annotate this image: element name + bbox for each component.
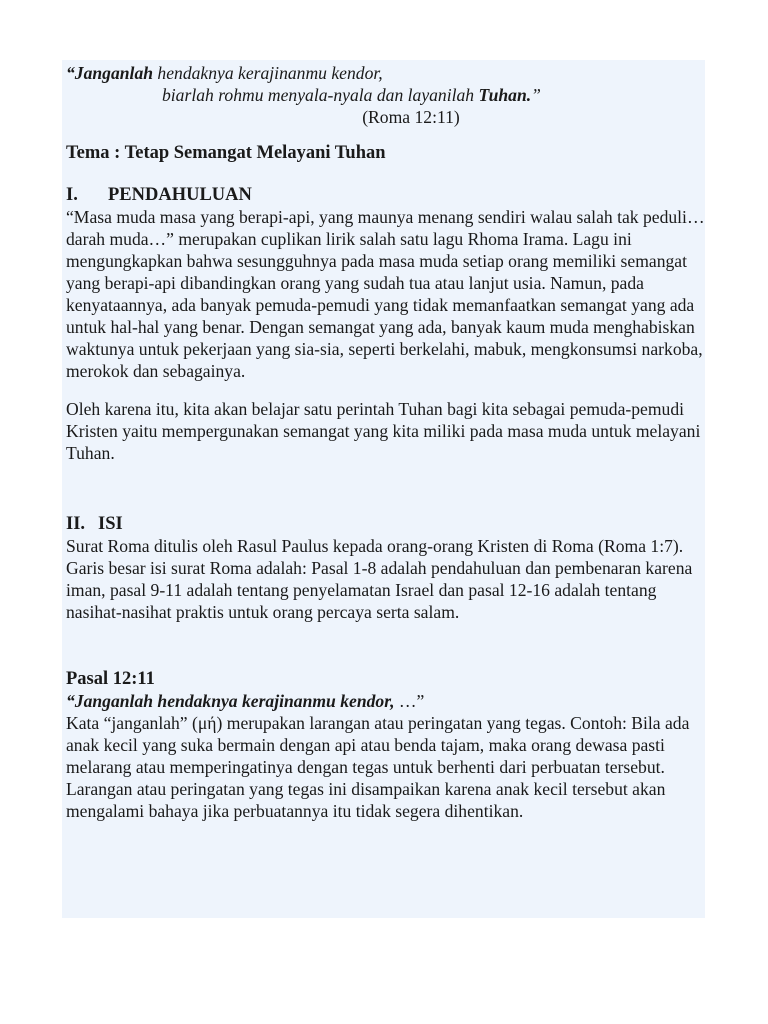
- section-1-paragraph-1: “Masa muda masa yang berapi-api, yang maunya menang sendiri walau salah tak peduli… darah muda…” merupakan cuplikan lirik salah satu lagu Rhoma Irama. Lagu ini mengungkapkan bahwa sesungguhnya pada masa muda setiap orang memiliki semangat yang berapi-api dibandingkan orang yang sudah tua atau lanjut usia. Namun, pada kenyataannya, ada banyak pemuda-pemudi yang tidak memanfaatkan semangat yang ada untuk hal-hal yang benar. Dengan semangat yang ada, banyak kaum muda menghabiskan waktunya untuk pekerjaan yang sia-sia, seperti berkelahi, mabuk, mengkonsumsi narkoba, merokok dan sebagainya.: [66, 207, 705, 381]
- pasal-quote-text: “Janganlah hendaknya kerajinanmu kendor,: [66, 691, 395, 711]
- spacer: [66, 464, 706, 513]
- pasal-heading: Pasal 12:11: [66, 669, 155, 689]
- opening-quote-line-2: [162, 84, 706, 106]
- opening-quote-bold-word: “Janganlah: [66, 63, 154, 83]
- theme-heading: Tema : Tetap Semangat Melayani Tuhan: [66, 143, 386, 163]
- spacer: [66, 623, 706, 668]
- opening-quote-close-mark: ”: [531, 85, 541, 105]
- pasal-paragraph: Kata “janganlah” (μή) merupakan larangan atau peringatan yang tegas. Contoh: Bila ada anak kecil yang suka bermain dengan api atau benda tajam, maka orang dewasa pasti melarang atau memperingatinya dengan tegas untuk berhenti dari perbuatan tersebut. Larangan atau peringatan yang tegas ini disampaikan karena anak kecil tersebut akan mengalami bahaya jika perbuatannya itu tidak segera dihentikan.: [66, 713, 690, 821]
- section-1-number: I.: [66, 185, 78, 205]
- document-body: [66, 62, 706, 822]
- pasal-quote-tail: …”: [394, 691, 425, 711]
- section-2-paragraph: Surat Roma ditulis oleh Rasul Paulus kepada orang-orang Kristen di Roma (Roma 1:7). Garis besar isi surat Roma adalah: Pasal 1-8 adalah pendahuluan dan pembenaran karena iman, pasal 9-11 adalah tentang penyelamatan Israel dan pasal 12-16 adalah tentang nasihat-nasihat praktis untuk orang percaya serta salam.: [66, 536, 693, 622]
- section-2-title: ISI: [98, 514, 123, 534]
- section-1-heading: [66, 184, 706, 206]
- section-2-heading: [66, 513, 706, 535]
- section-1-title: PENDAHULUAN: [108, 185, 252, 205]
- opening-quote-reference: (Roma 12:11): [362, 107, 460, 127]
- section-1-paragraph-2: Oleh karena itu, kita akan belajar satu perintah Tuhan bagi kita sebagai pemuda-pemudi Kristen yaitu mempergunakan semangat yang kita miliki pada masa muda untuk melayani Tuhan.: [66, 399, 701, 463]
- opening-quote-line-2-text: biarlah rohmu menyala-nyala dan layanilah: [162, 85, 479, 105]
- opening-quote-line-1-text: hendaknya kerajinanmu kendor,: [153, 63, 383, 83]
- opening-quote-line-1: [66, 62, 706, 84]
- opening-quote-bold-tuhan: Tuhan.: [478, 85, 532, 105]
- pasal-quote: [66, 690, 706, 712]
- section-2-number: II.: [66, 514, 86, 534]
